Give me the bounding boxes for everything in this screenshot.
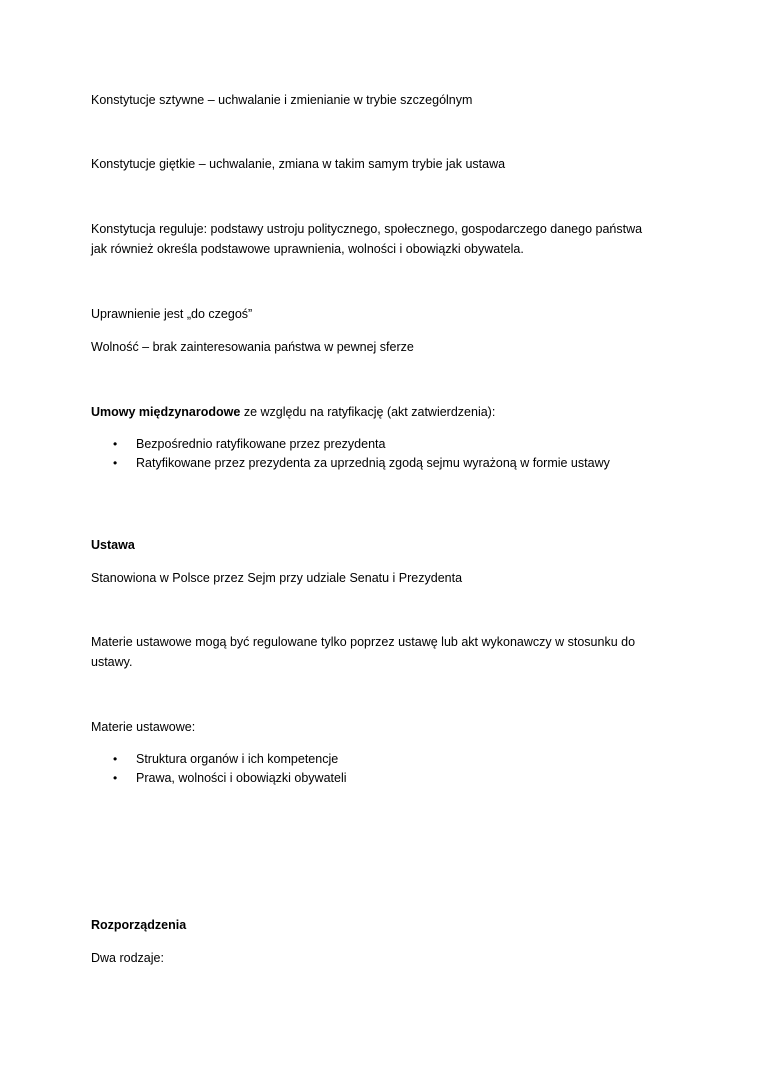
bullet-icon: •	[113, 437, 118, 451]
bullet-icon: •	[113, 771, 118, 785]
list-item: Ratyfikowane przez prezydenta za uprzednią zgodą sejmu wyrażoną w formie ustawy	[136, 456, 610, 470]
paragraph-international-agreements	[91, 402, 495, 422]
list-item: Prawa, wolności i obowiązki obywateli	[136, 771, 347, 785]
paragraph-constitution-regulates-line2: jak również określa podstawowe uprawnienia, wolności i obowiązki obywatela.	[91, 242, 524, 256]
paragraph-flexible-constitutions: Konstytucje giętkie – uchwalanie, zmiana w takim samym trybie jak ustawa	[91, 157, 506, 171]
paragraph-statutory-matters-label: Materie ustawowe:	[91, 720, 196, 734]
paragraph-constitution-regulates-line1: Konstytucja reguluje: podstawy ustroju politycznego, społecznego, gospodarczego danego państwa	[91, 222, 643, 236]
paragraph-two-types: Dwa rodzaje:	[91, 951, 164, 965]
heading-ustawa: Ustawa	[91, 538, 135, 552]
international-agreements-text: ze względu na ratyfikację (akt zatwierdzenia):	[240, 405, 496, 419]
paragraph-statutory-matters-line2: ustawy.	[91, 655, 133, 669]
international-agreements-heading: Umowy międzynarodowe	[91, 405, 241, 419]
list-item: Bezpośrednio ratyfikowane przez prezydenta	[136, 437, 386, 451]
paragraph-statute-enacted: Stanowiona w Polsce przez Sejm przy udziale Senatu i Prezydenta	[91, 571, 463, 585]
bullet-icon: •	[113, 752, 118, 766]
paragraph-statutory-matters-line1: Materie ustawowe mogą być regulowane tylko poprzez ustawę lub akt wykonawczy w stosunku do	[91, 635, 636, 649]
paragraph-freedom: Wolność – brak zainteresowania państwa w pewnej sferze	[91, 340, 414, 354]
list-item: Struktura organów i ich kompetencje	[136, 752, 339, 766]
heading-rozporzadzenia: Rozporządzenia	[91, 918, 187, 932]
bullet-icon: •	[113, 456, 118, 470]
paragraph-entitlement: Uprawnienie jest „do czegoś”	[91, 307, 253, 321]
paragraph-rigid-constitutions: Konstytucje sztywne – uchwalanie i zmienianie w trybie szczególnym	[91, 93, 473, 107]
